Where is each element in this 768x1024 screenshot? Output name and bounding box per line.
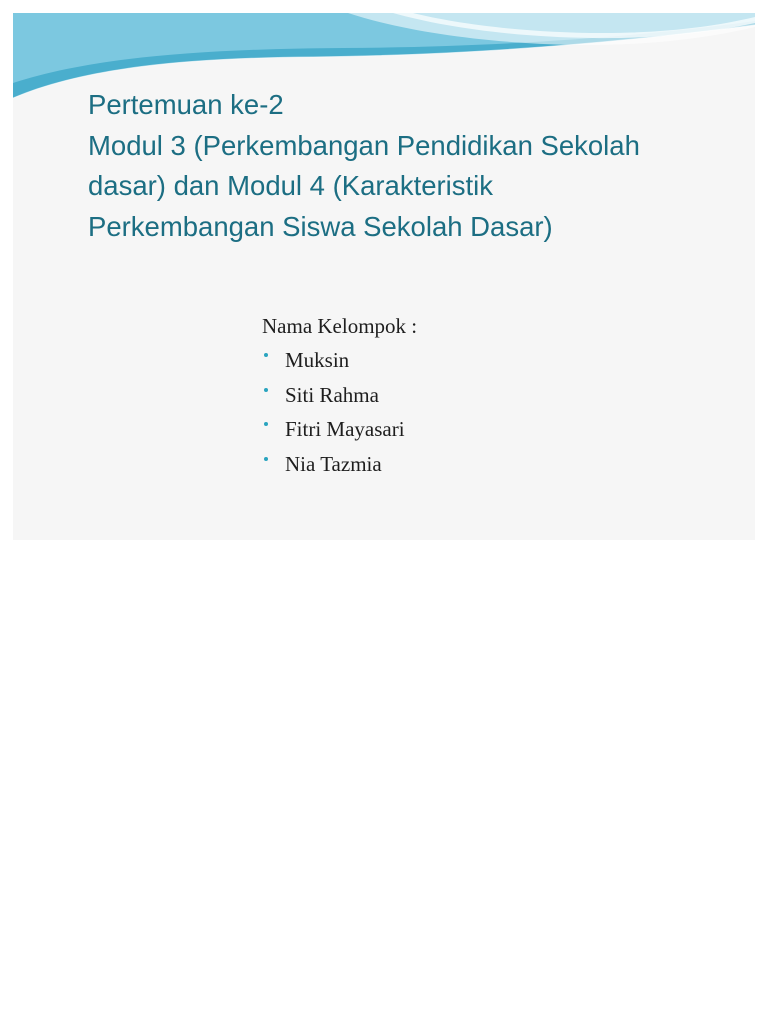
group-heading: Nama Kelompok : <box>262 314 418 338</box>
title-line: Modul 3 (Perkembangan Pendidikan Sekolah <box>88 129 640 161</box>
bullet-icon <box>264 422 268 426</box>
member-name: Fitri Mayasari <box>285 417 405 441</box>
slide-title <box>88 85 738 247</box>
member-name: Siti Rahma <box>285 382 379 407</box>
members-list <box>262 343 417 481</box>
list-item <box>262 412 417 447</box>
member-name: Nia Tazmia <box>285 451 382 476</box>
list-item <box>262 378 417 413</box>
bullet-icon <box>264 388 268 392</box>
slide <box>13 13 755 540</box>
group-members-section <box>262 309 417 481</box>
list-item <box>262 447 417 482</box>
title-line: dasar) dan Modul 4 (Karakteristik <box>88 170 494 201</box>
bullet-icon <box>264 353 268 357</box>
bullet-icon <box>264 457 268 461</box>
title-line: Pertemuan ke-2 <box>88 89 284 120</box>
member-name: Muksin <box>285 348 350 372</box>
list-item <box>262 343 417 378</box>
title-line: Perkembangan Siswa Sekolah Dasar) <box>88 210 553 242</box>
